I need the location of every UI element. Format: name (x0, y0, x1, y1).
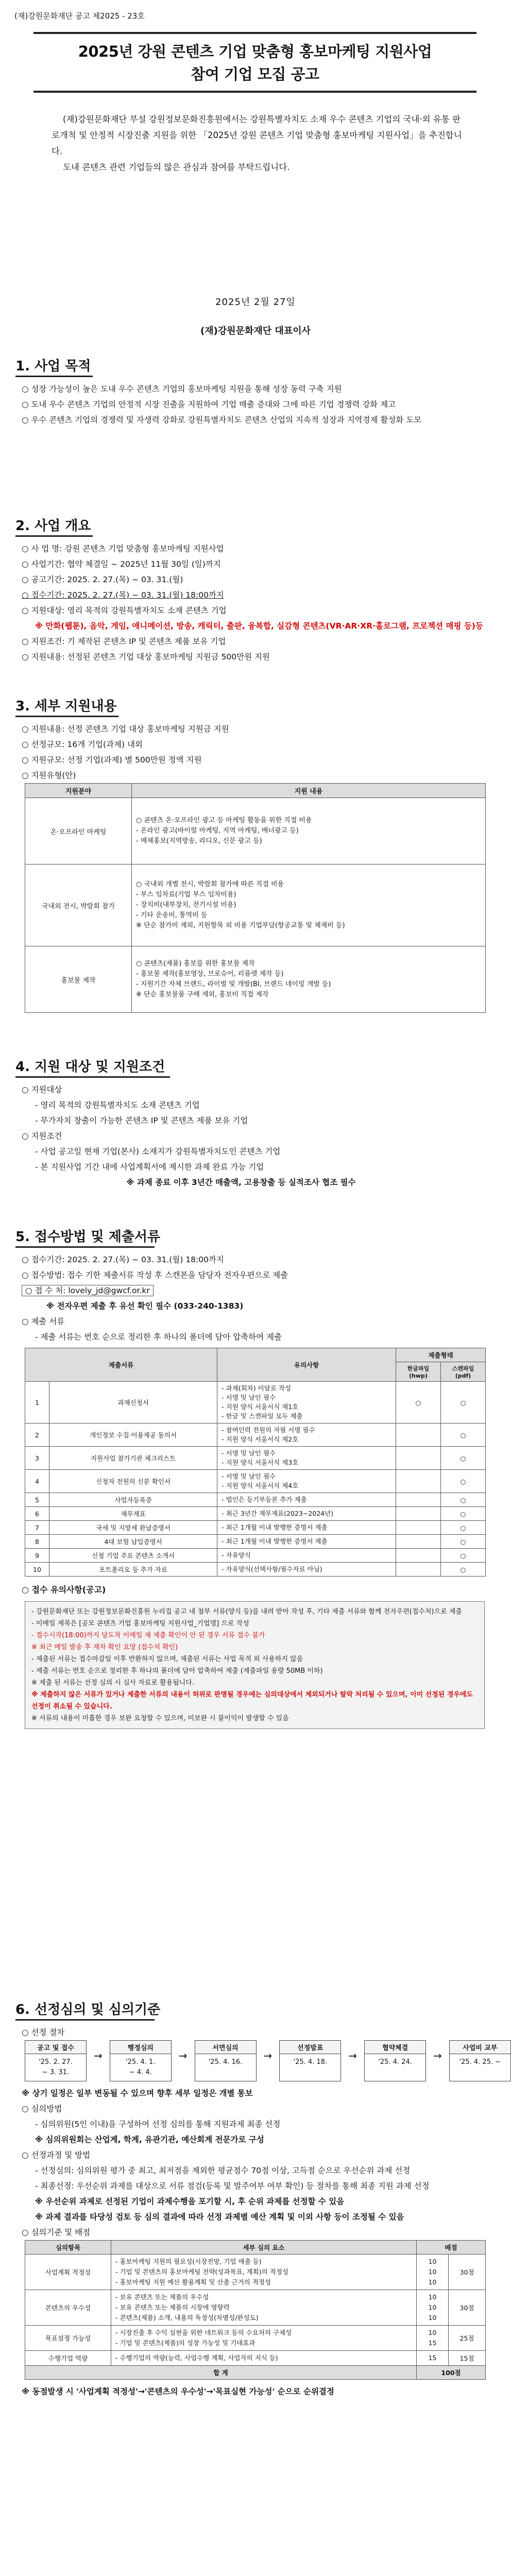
note-line: ※ 서류의 내용이 미흡한 경우 보완 요청할 수 있으며, 미보완 시 불이익이 발생할 수 있음 (31, 1715, 289, 1722)
table-line: - 부스 임차료(기업 부스 임차비용) (136, 891, 236, 899)
table-cell: ○ (396, 1382, 441, 1423)
table-cell: 사업계획 적정성 (25, 2255, 111, 2290)
section-6 (0, 1999, 511, 2399)
arrow-icon: → (348, 2049, 357, 2062)
list-item: ○ 지원조건: 기 제작된 콘텐츠 IP 및 콘텐츠 제품 보유 기업 (22, 637, 226, 646)
table-cell: 10 10 10 (417, 2255, 449, 2290)
list-item: - 사업 공고일 현재 기업(본사) 소재지가 강원특별자치도인 콘텐츠 기업 (35, 1147, 281, 1156)
process-step (195, 2040, 257, 2081)
process-step (364, 2040, 426, 2081)
list-item: ○ 접수방법: 접수 기한 제출서류 작성 후 스캔본을 담당자 전자우편으로 제출 (22, 1270, 288, 1280)
step-title: 행정심의 (110, 2041, 171, 2054)
table-cell (396, 1423, 441, 1447)
documents-table (25, 1348, 486, 1577)
table-cell: 30점 (449, 2255, 486, 2290)
table-cell: 4 (25, 1470, 49, 1493)
table-line: ○ 콘텐츠 온·오프라인 광고 등 마케팅 활동을 위한 직접 비용 (136, 817, 312, 824)
notes-title: ○ 접수 유의사항(공고) (22, 1585, 106, 1595)
note-line: ※ 제출 된 서류는 선정 심의 시 심사 자료로 활용됩니다. (31, 1679, 194, 1687)
table-cell: 5 (25, 1493, 49, 1507)
survey-note: ※ 과제 종료 이후 3년간 매출액, 고용창출 등 실적조사 협조 필수 (126, 1178, 356, 1187)
step-date: '25. 4. 25. ~ (459, 2058, 501, 2066)
arrow-icon: → (178, 2049, 188, 2062)
table-cell: ○ (441, 1423, 486, 1447)
table-cell: 3 (25, 1447, 49, 1470)
table-cell: 6 (25, 1507, 49, 1521)
step-date: '25. 4. 18. (293, 2058, 328, 2066)
table-cell: - 최근 3년간 재무제표(2023~2024년) (217, 1507, 396, 1521)
phone-note: ※ 전자우편 제출 후 유선 확인 필수 (033-240-1383) (46, 1301, 244, 1311)
table-header: 지원 내용 (132, 784, 486, 798)
table-cell: 신청 기업 주요 콘텐츠 소개서 (49, 1549, 217, 1563)
note-line: ※ 제출하지 않은 서류가 있거나 제출한 서류의 내용이 허위로 판명될 경우에는 심의대상에서 제외되거나 탈락 처리될 수 있으며, 이미 선정된 경우에도 선정이 취소될 수 있습니다. (31, 1691, 473, 1710)
table-cell (396, 1535, 441, 1549)
table-cell: 홍보물 제작 (25, 946, 132, 1013)
table-row (25, 1549, 486, 1563)
table-cell: 온·오프라인 마케팅 (25, 798, 132, 865)
step-title: 사업비 교부 (450, 2041, 510, 2054)
list-item: ○ 심의기준 및 배점 (22, 2228, 91, 2237)
list-item: ○ 선정규모: 16개 기업(과제) 내외 (22, 740, 143, 749)
table-cell: ○ (441, 1521, 486, 1535)
table-cell: ○ (441, 1563, 486, 1577)
table-header: 심의항목 (25, 2241, 111, 2255)
table-cell: 국세 및 지방세 완납증명서 (49, 1521, 217, 1535)
table-row (25, 1521, 486, 1535)
table-cell: ○ (441, 1535, 486, 1549)
total-value: 100점 (417, 2366, 486, 2380)
issuer: (재)강원문화재단 대표이사 (200, 326, 311, 336)
title-line-2: 참여 기업 모집 공고 (191, 65, 319, 83)
table-cell (396, 1563, 441, 1577)
table-cell: - 최근 1개월 이내 발행한 증명서 제출 (217, 1535, 396, 1549)
email-link[interactable]: ○ 접 수 처: lovely_jd@gwcf.or.kr (22, 1285, 154, 1296)
list-item: ○ 공고기간: 2025. 2. 27.(목) ~ 03. 31.(월) (22, 575, 183, 584)
table-cell (396, 1521, 441, 1535)
section-title: 3. 세부 지원내용 (15, 699, 117, 714)
table-line: ※ 단순 홍보물품 구매 제외, 홍보비 직접 제작 (136, 991, 269, 998)
table-cell: - 자유양식(선택사항/필수자료 아님) (217, 1563, 396, 1577)
table-row (25, 1382, 486, 1423)
table-row (25, 1507, 486, 1521)
table-cell: - 자유양식 (217, 1549, 396, 1563)
section-title: 4. 지원 대상 및 지원조건 (15, 1059, 165, 1075)
step-date: '25. 2. 27. ~ 3. 31. (39, 2058, 73, 2076)
table-cell: 7 (25, 1521, 49, 1535)
table-cell (396, 1470, 441, 1493)
table-line: - 온라인 광고(바이럴 마케팅, 지역 마케팅, 배너광고 등) (136, 827, 299, 835)
table-header: 제출형태 (396, 1348, 486, 1362)
table-cell: 과제신청서 (49, 1382, 217, 1423)
table-cell (396, 1507, 441, 1521)
table-header: 세부 심의 요소 (111, 2241, 417, 2255)
list-item: - 본 지원사업 기간 내에 사업계획서에 제시한 과제 완료 가능 기업 (35, 1162, 264, 1172)
section-5 (0, 1226, 495, 1729)
table-cell: 포트폴리오 등 추가 자료 (49, 1563, 217, 1577)
note-line: ※ 최근 메일 발송 후 재차 확인 요망 (접수처 확인) (31, 1643, 178, 1651)
title-line-1: 2025년 강원 콘텐츠 기업 맞춤형 홍보마케팅 지원사업 (78, 43, 432, 60)
table-line: ○ 국내외 개별 전시, 박람회 참가에 따른 직접 비용 (136, 880, 284, 888)
table-cell: - 과제(회차) 미달로 작성 - 서명 및 날인 필수 - 지원 양식 서울서식 제1호 - 한글 및 스캔파일 모두 제출 (217, 1382, 396, 1423)
section-3 (0, 696, 486, 1013)
table-line: - 매체홍보(지역방송, 라디오, 신문 광고 등) (136, 837, 262, 845)
table-cell: 10 15 (417, 2326, 449, 2351)
table-row (25, 946, 486, 1013)
list-item: ○ 지원조건 (22, 1131, 62, 1141)
criteria-table (25, 2240, 486, 2380)
list-item: ○ 제출 서류 (22, 1317, 65, 1326)
table-cell (396, 1493, 441, 1507)
table-cell: 15 (417, 2351, 449, 2366)
table-cell: ○ (441, 1382, 486, 1423)
announcement-date: 2025년 2월 27일 (215, 297, 296, 308)
step-date: '25. 4. 1. ~ 4. 4. (126, 2058, 156, 2076)
list-item: ※ 심의위원회는 산업계, 학계, 유관기관, 예산회계 전문가로 구성 (35, 2135, 264, 2144)
table-cell: - 법인은 등기부등본 추가 제출 (217, 1493, 396, 1507)
list-item: ○ 사업기간: 협약 체결일 ~ 2025년 11월 30일 (일)까지 (22, 560, 221, 569)
note-line: - 접수시작(18:00)까지 당도착 이메일 재 제출 확인이 안 된 경우 서류 접수 불가 (31, 1632, 265, 1639)
table-cell: ○ (441, 1470, 486, 1493)
table-cell: - 보유 콘텐츠 또는 제품의 우수성 - 보유 콘텐츠 또는 제품의 시장에 영향력 - 콘텐츠(제품) 소개, 내용의 독창성(차별성/완성도) (111, 2290, 417, 2326)
title-box (33, 32, 476, 93)
intro (52, 111, 464, 175)
table-cell: - 시장진출 후 수익 실현을 위한 네트워크 등의 수요처의 구체성 - 기업 및 콘텐츠(제품)의 성장 가능성 및 기대효과 (111, 2326, 417, 2351)
table-cell: ○ (441, 1507, 486, 1521)
list-item: ○ 심의방법 (22, 2104, 62, 2113)
table-cell: 콘텐츠의 우수성 (25, 2290, 111, 2326)
table-row (25, 865, 486, 946)
table-row (25, 1563, 486, 1577)
table-row (25, 1447, 486, 1470)
table-row (25, 2290, 486, 2326)
table-cell: 수행기업 역량 (25, 2351, 111, 2366)
intro-paragraph: 도내 콘텐츠 관련 기업들의 많은 관심과 참여를 부탁드립니다. (63, 162, 290, 172)
process-step (110, 2040, 172, 2081)
table-header: 제출서류 (25, 1348, 217, 1382)
table-line: - 홍보물 제작(홍보영상, 브로슈어, 리플렛 제작 등) (136, 970, 284, 978)
step-title: 서면심의 (195, 2041, 256, 2054)
table-row (25, 798, 486, 865)
list-item: ○ 지원대상 (22, 1085, 62, 1094)
table-cell: - 최근 1개월 이내 발행한 증명서 제출 (217, 1521, 396, 1535)
table-cell: 재무제표 (49, 1507, 217, 1521)
table-cell: 10 (25, 1563, 49, 1577)
table-line: ○ 콘텐츠(제품) 홍보를 위한 홍보물 제작 (136, 960, 255, 968)
section-title: 2. 사업 개요 (15, 518, 91, 534)
list-item: - 최종선정: 우선순위 과제를 대상으로 서류 점검(등록 및 발주여부 여부 확인) 등 절차를 통해 최종 지원 과제 선정 (35, 2181, 430, 2191)
section-title: 1. 사업 목적 (15, 359, 91, 374)
table-cell: 2 (25, 1423, 49, 1447)
note-line: - 강원문화재단 또는 강원정보문화진흥원 누리집 공고 내 첨부 서류(양식 등)를 내려 받아 작성 후, 기타 제출 서류와 함께 전자우편(접수처)으로 제출 (31, 1608, 462, 1616)
arrow-icon: → (94, 2049, 103, 2062)
step-title: 선정발표 (280, 2041, 340, 2054)
section-title: 5. 접수방법 및 제출서류 (15, 1229, 161, 1245)
table-cell: 8 (25, 1535, 49, 1549)
list-item: ○ 지원내용: 선정된 콘텐츠 기업 대상 홍보마케팅 지원금 500만원 지원 (22, 652, 270, 662)
list-item: ○ 접수기간: 2025. 2. 27.(목) ~ 03. 31.(월) 18:00까지 (22, 1255, 224, 1264)
table-cell: 개인정보 수집·이용제공 동의서 (49, 1423, 217, 1447)
section-title: 6. 선정심의 및 심의기준 (15, 2002, 161, 2018)
table-cell: 15점 (449, 2351, 486, 2366)
list-item: - 영리 목적의 강원특별자치도 소재 콘텐츠 기업 (35, 1100, 200, 1110)
table-cell: 지원사업 참가기관 체크리스트 (49, 1447, 217, 1470)
note-line: - 이메일 제목은 [공모 콘텐츠 기업 홍보마케팅 지원사업_기업명] 으로 작성 (31, 1620, 249, 1628)
arrow-icon: → (263, 2049, 272, 2062)
table-cell (396, 1549, 441, 1563)
table-cell: 4대 보험 납입증명서 (49, 1535, 217, 1549)
step-date: '25. 4. 16. (208, 2058, 243, 2066)
list-item: ○ 지원대상: 영리 목적의 강원특별자치도 소재 콘텐츠 기업 (22, 606, 227, 615)
table-cell: - 참여인력 전원의 자필 서명 필수 - 지원 양식 서울서식 제2호 (217, 1423, 396, 1447)
table-line: - 장치비(내부장치, 전기시설 비용) (136, 901, 236, 909)
process-flow (25, 2040, 511, 2081)
table-cell: - 서명 및 날인 필수 - 지원 양식 서울서식 제3호 (217, 1447, 396, 1470)
table-row (25, 2255, 486, 2290)
table-cell: - 홍보마케팅 지원의 필요성(시장전망, 기업 매출 등) - 기업 및 콘텐츠의 홍보마케팅 전략(성과목표, 계획)의 적정성 - 홍보마케팅 지원 예산 활용계획 및 산출 근거의 적정성 (111, 2255, 417, 2290)
tie-note: ※ 동점발생 시 '사업계획 적정성'→'콘텐츠의 우수성'→'목표실현 가능성' 순으로 순위결정 (22, 2387, 334, 2396)
list-item: ○ 선정 절차 (22, 2028, 65, 2037)
list-item: ○ 우수 콘텐츠 기업의 경쟁력 및 자생력 강화로 강원특별자치도 콘텐츠 산업의 지속적 성장과 지역경제 활성화 도모 (22, 415, 422, 425)
list-item: - 제출 서류는 번호 순으로 정리한 후 하나의 폴더에 담아 압축하여 제출 (35, 1332, 282, 1342)
process-step (449, 2040, 511, 2081)
table-cell: 30점 (449, 2290, 486, 2326)
step-title: 협약체결 (365, 2041, 425, 2054)
note-line: - 제출 서류는 번호 순으로 정리한 후 하나의 폴더에 담아 압축하여 제출 (제출파일 용량 50MB 이하) (31, 1667, 323, 1675)
table-header: 스캔파일 (pdf) (441, 1362, 486, 1382)
list-item: - 심의위원(5인 이내)을 구성하여 선정 심의를 통해 지원과제 최종 선정 (35, 2120, 281, 2129)
arrow-icon: → (433, 2049, 442, 2062)
table-cell: 목표설정 가능성 (25, 2326, 111, 2351)
intro-paragraph: (재)강원문화재단 부설 강원정보문화진흥원에서는 강원특별자치도 소재 우수 콘텐츠 기업의 국내·외 유통 판로개척 및 안정적 시장진출 지원을 위한 「2025년 강원 콘텐츠 기업 맞춤형 홍보마케팅 지원사업」을 추진합니다. (52, 114, 462, 156)
process-step (25, 2040, 87, 2081)
document-number: (재)강원문화재단 공고 제2025 - 23호 (14, 11, 145, 21)
list-item: ○ 지원내용: 선정 콘텐츠 기업 대상 홍보마케팅 지원금 지원 (22, 724, 229, 734)
table-row (25, 1470, 486, 1493)
table-cell: ○ (441, 1447, 486, 1470)
table-cell: 사업자등록증 (49, 1493, 217, 1507)
flow-note: ※ 상기 일정은 일부 변동될 수 있으며 향후 세부 일정은 개별 통보 (22, 2089, 253, 2098)
notes-box (25, 1601, 485, 1729)
total-label: 합 계 (25, 2366, 417, 2380)
step-date: '25. 4. 24. (378, 2058, 412, 2066)
table-line: - 기타 운송비, 통역비 등 (136, 911, 208, 919)
section-4 (0, 1056, 485, 1190)
table-cell: - 서명 및 날인 필수 - 지원 양식 서울서식 제4호 (217, 1470, 396, 1493)
table-cell: ○ (441, 1493, 486, 1507)
table-cell: 25점 (449, 2326, 486, 2351)
process-step (279, 2040, 341, 2081)
table-cell: 신청자 전원의 신분 확인서 (49, 1470, 217, 1493)
table-line: - 지원기간 자체 브랜드, 라이벌 및 개발(BI, 브랜드 네이밍 개발 등) (136, 980, 331, 988)
table-header: 지원분야 (25, 784, 132, 798)
table-row (25, 1493, 486, 1507)
section-2 (0, 515, 485, 665)
table-row (25, 1423, 486, 1447)
table-cell: ○ (441, 1549, 486, 1563)
table-header: 유의사항 (217, 1348, 396, 1382)
genre-note: ※ 만화(웹툰), 음악, 게임, 애니메이션, 방송, 캐릭터, 출판, 융복합, 실감형 콘텐츠(VR·AR·XR·홀로그램, 프로젝션 매핑 등)등 (35, 621, 483, 631)
table-cell: 9 (25, 1549, 49, 1563)
table-cell: 10 10 10 (417, 2290, 449, 2326)
table-cell: 1 (25, 1382, 49, 1423)
list-item: ○ 도내 우수 콘텐츠 기업의 안정적 시장 진출을 지원하여 기업 매출 증대와 그에 따른 기업 경쟁력 강화 제고 (22, 400, 396, 409)
step-title: 공고 및 접수 (25, 2041, 86, 2054)
list-item: ○ 사 업 명: 강원 콘텐츠 기업 맞춤형 홍보마케팅 지원사업 (22, 544, 224, 553)
list-item: ○ 선정과정 및 방법 (22, 2150, 91, 2160)
table-cell: 국내외 전시, 박람회 참가 (25, 865, 132, 946)
list-item: ○ 지원규모: 선정 기업(과제) 별 500만원 정액 지원 (22, 755, 202, 765)
table-row (25, 2326, 486, 2351)
list-item: ※ 과제 결과를 타당성 검토 등 심의 결과에 따라 선정 과제별 예산 계획 및 이외 사항 등이 조정될 수 있음 (35, 2212, 404, 2222)
table-header: 한글파일 (hwp) (396, 1362, 441, 1382)
list-item: ○ 지원유형(안) (22, 771, 76, 780)
note-line: - 제출된 서류는 접수마감일 이후 반환하지 않으며, 제출된 서류는 사업 목적 외 사용하지 않음 (31, 1655, 303, 1663)
list-item: - 선정심의: 심의위원 평가 중 최고, 최저점을 제외한 평균점수 70점 이상, 고득점 순으로 우선순위 과제 선정 (35, 2166, 411, 2175)
list-item: - 무가자치 창출이 가능한 콘텐츠 IP 및 콘텐츠 제품 보유 기업 (35, 1116, 248, 1125)
list-item (22, 1283, 485, 1298)
table-cell (396, 1447, 441, 1470)
list-item: ※ 우선순위 과제로 선정된 기업이 과제수행을 포기할 시, 후 순위 과제를 선정할 수 있음 (35, 2197, 345, 2206)
table-row (25, 2351, 486, 2366)
table-header: 배점 (417, 2241, 486, 2255)
table-cell: - 수행기업의 역량(능력, 사업수행 계획, 사업자의 지식 등) (111, 2351, 417, 2366)
list-item: ○ 성장 가능성이 높은 도내 우수 콘텐츠 기업의 홍보마케팅 지원을 통해 성장 동력 구축 지원 (22, 384, 342, 394)
support-type-table (25, 783, 486, 1013)
table-row (25, 1535, 486, 1549)
list-item: ○ 접수기간: 2025. 2. 27.(목) ~ 03. 31.(월) 18:00까지 (22, 590, 224, 600)
table-line: ※ 단순 참가비 제외, 지원항목 외 비용 기업부담(항공교통 및 체재비 등) (136, 922, 345, 929)
section-1 (0, 355, 485, 428)
